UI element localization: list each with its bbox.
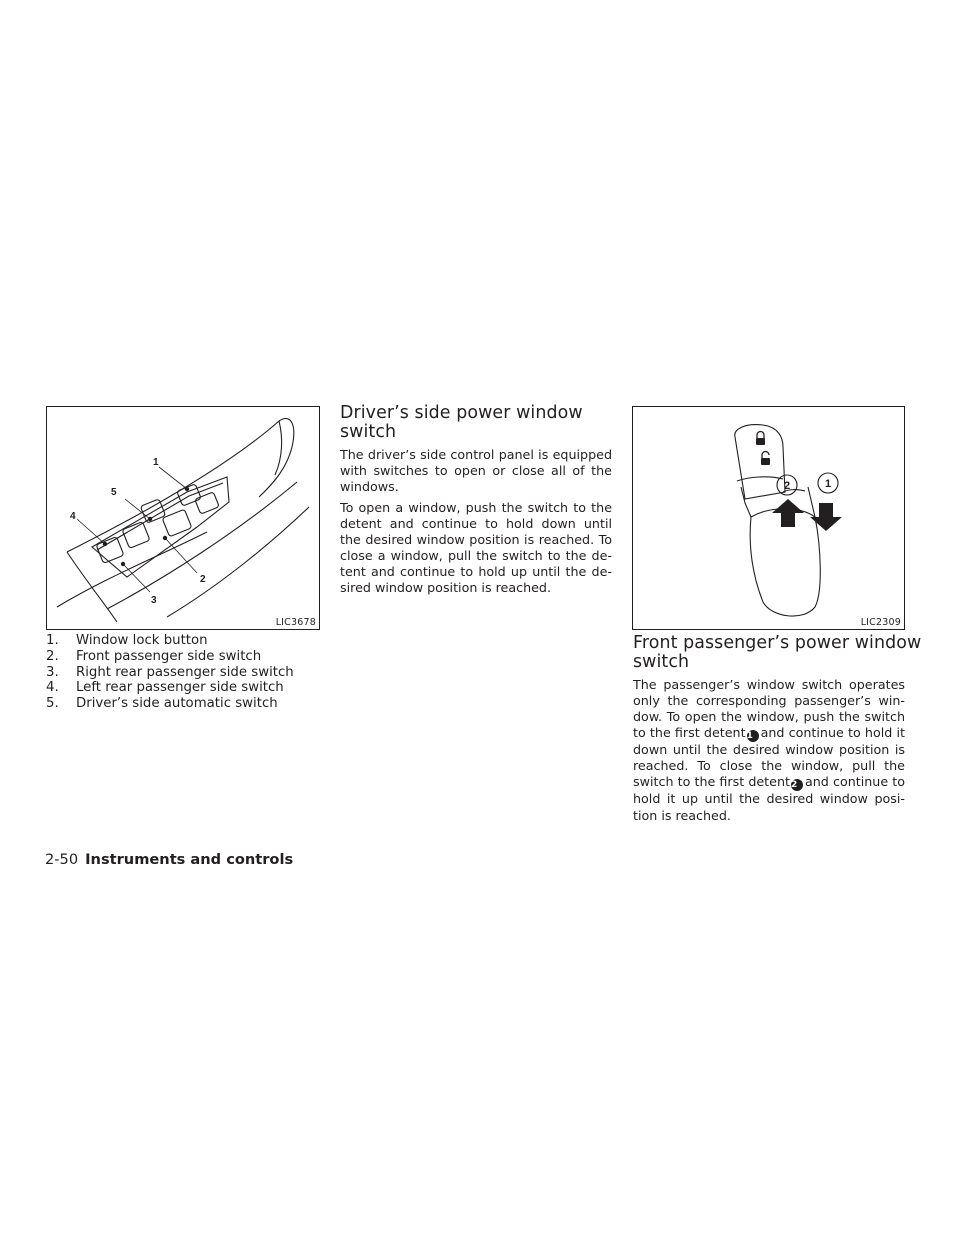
callout-1: 1 (824, 478, 832, 490)
window-switch-panel-illustration (47, 407, 319, 629)
list-item: 1. Window lock button (46, 633, 208, 648)
figure-window-switch-panel (46, 406, 320, 630)
figure-caption-list (46, 633, 294, 712)
driver-paragraph-2: To open a window, push the switch to the detent and continue to hold down until the desired window position is reached. To close a window, pull the switch to the detent and continue to hold up until the desired window position is reached. (340, 500, 612, 596)
page-footer (45, 851, 293, 868)
callout-2: 2 (783, 480, 791, 492)
figure-code: LIC3678 (275, 617, 316, 628)
callout-1: 1 (153, 457, 159, 468)
passenger-section-heading: Front passenger’s power window switch (633, 633, 922, 672)
list-item: 4. Left rear passenger side switch (46, 680, 284, 696)
driver-paragraph-1: The driver’s side control panel is equipped with switches to open or close all of the windows. (340, 447, 612, 495)
figure-passenger-switch (632, 406, 905, 630)
figure-code: LIC2309 (860, 617, 901, 628)
list-item: 3. Right rear passenger side switch (46, 664, 294, 680)
arrow-down-icon (810, 503, 842, 531)
passenger-paragraph: The passenger’s window switch operates only the corresponding passenger’s window. To open the window, push the switch to the first detent1 and continue to hold it down until the desired window position is reached. To close the window, pull the switch to the first detent2 and continue to hold it up until the desired window position is reached. (633, 677, 905, 823)
list-item: 5. Driver’s side automatic switch (46, 696, 278, 712)
callout-2: 2 (200, 574, 206, 585)
lock-icon (756, 432, 765, 446)
arrow-up-icon (772, 499, 804, 527)
callout-5: 5 (111, 487, 117, 498)
detent-marker-1: 1 (747, 730, 759, 742)
passenger-switch-illustration (633, 407, 904, 629)
section-title: Instruments and controls (85, 851, 294, 868)
list-item: 2. Front passenger side switch (46, 648, 262, 664)
callout-4: 4 (70, 511, 76, 522)
unlock-icon (761, 452, 770, 466)
detent-marker-2: 2 (791, 779, 803, 791)
driver-section-heading: Driver’s side power window switch (340, 403, 583, 442)
page-number: 2-50 (45, 851, 79, 868)
callout-3: 3 (151, 595, 157, 606)
